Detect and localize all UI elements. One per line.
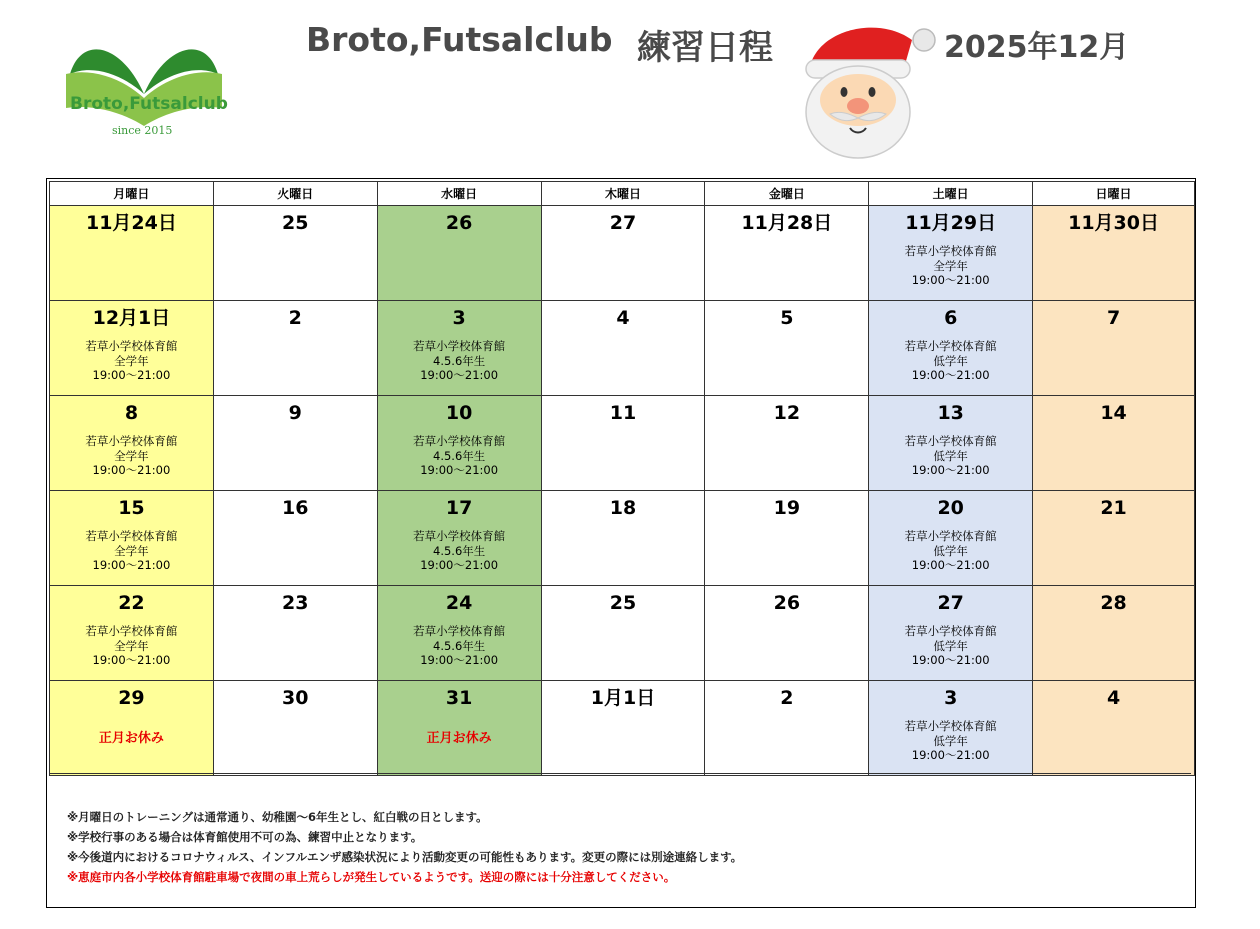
day-number: 19 (773, 497, 801, 519)
day-number: 5 (780, 307, 794, 329)
holiday-label: 正月お休み (426, 731, 492, 746)
day-number: 11月28日 (741, 212, 833, 234)
schedule-title: 練習日程 (637, 28, 773, 68)
day-cell (377, 681, 541, 776)
weekday-header: 月曜日 (50, 182, 214, 206)
day-cell (213, 491, 377, 586)
day-cell (541, 586, 705, 681)
logo-since: since 2015 (112, 124, 173, 137)
practice-grade: 全学年 (114, 543, 149, 558)
practice-venue: 若草小学校体育館 (85, 339, 178, 353)
notes-section (49, 773, 1191, 903)
day-number: 11月30日 (1068, 212, 1159, 234)
practice-time: 19:00～21:00 (911, 368, 990, 382)
practice-grade: 低学年 (933, 638, 968, 653)
day-cell (705, 396, 869, 491)
day-cell (377, 586, 541, 681)
day-cell (377, 491, 541, 586)
week-row (50, 301, 1195, 396)
practice-time: 19:00～21:00 (911, 273, 990, 287)
day-number: 25 (282, 212, 309, 234)
day-number: 11月29日 (905, 212, 997, 234)
practice-time: 19:00～21:00 (92, 368, 171, 382)
practice-grade: 全学年 (114, 448, 149, 463)
weekday-header: 日曜日 (1033, 182, 1195, 206)
day-number: 22 (118, 592, 145, 614)
practice-time: 19:00～21:00 (92, 653, 171, 667)
day-cell (869, 301, 1033, 396)
practice-time: 19:00～21:00 (420, 653, 499, 667)
practice-venue: 若草小学校体育館 (85, 624, 178, 638)
day-cell (541, 491, 705, 586)
week-row (50, 206, 1195, 301)
practice-venue: 若草小学校体育館 (904, 624, 997, 638)
day-cell (869, 206, 1033, 301)
club-name: Broto,Futsalclub (306, 20, 613, 59)
weekday-header: 水曜日 (377, 182, 541, 206)
day-cell (705, 206, 869, 301)
day-number: 10 (445, 402, 473, 424)
day-number: 4 (616, 307, 630, 329)
weekday-header: 金曜日 (705, 182, 869, 206)
day-number: 1月1日 (590, 687, 656, 709)
day-number: 24 (445, 592, 473, 614)
day-number: 27 (937, 592, 964, 614)
day-number: 12 (773, 402, 801, 424)
week-row (50, 396, 1195, 491)
day-cell (377, 396, 541, 491)
weekday-header-row (50, 182, 1195, 206)
day-cell (213, 301, 377, 396)
day-cell (377, 301, 541, 396)
calendar (46, 178, 1196, 908)
day-cell (541, 301, 705, 396)
day-cell (1033, 491, 1195, 586)
practice-venue: 若草小学校体育館 (413, 624, 506, 638)
practice-grade: 4.5.6年生 (433, 543, 486, 558)
practice-grade: 低学年 (933, 353, 968, 368)
day-number: 12月1日 (92, 307, 171, 329)
practice-venue: 若草小学校体育館 (904, 719, 997, 733)
day-number: 23 (282, 592, 309, 614)
practice-time: 19:00～21:00 (911, 558, 990, 572)
practice-grade: 全学年 (114, 638, 149, 653)
day-number: 11月24日 (85, 212, 177, 234)
schedule-month: 2025年12月 (944, 30, 1130, 65)
day-number: 15 (118, 497, 145, 519)
day-cell (50, 206, 214, 301)
day-number: 11 (609, 402, 637, 424)
day-cell (705, 491, 869, 586)
day-number: 29 (118, 687, 145, 709)
day-cell (541, 396, 705, 491)
santa-icon (800, 18, 940, 160)
day-number: 9 (288, 402, 302, 424)
practice-venue: 若草小学校体育館 (904, 529, 997, 543)
day-number: 25 (609, 592, 637, 614)
day-number: 7 (1106, 307, 1121, 329)
day-cell (1033, 206, 1195, 301)
weekday-header: 火曜日 (213, 182, 377, 206)
note-line: ※学校行事のある場合は体育館使用不可の為、練習中止となります。 (67, 830, 423, 844)
practice-grade: 低学年 (933, 733, 968, 748)
day-number: 6 (944, 307, 958, 329)
practice-time: 19:00～21:00 (420, 463, 499, 477)
practice-venue: 若草小学校体育館 (904, 244, 997, 258)
day-number: 18 (609, 497, 637, 519)
practice-grade: 4.5.6年生 (433, 638, 486, 653)
practice-venue: 若草小学校体育館 (904, 339, 997, 353)
day-cell (705, 301, 869, 396)
day-cell (50, 491, 214, 586)
day-number: 28 (1100, 592, 1127, 614)
day-number: 13 (937, 402, 964, 424)
practice-time: 19:00～21:00 (911, 463, 990, 477)
day-cell (705, 681, 869, 776)
practice-grade: 4.5.6年生 (433, 448, 486, 463)
day-cell (213, 206, 377, 301)
practice-time: 19:00～21:00 (92, 463, 171, 477)
practice-grade: 全学年 (933, 258, 968, 273)
day-cell (50, 301, 214, 396)
week-row (50, 586, 1195, 681)
practice-grade: 全学年 (114, 353, 149, 368)
day-cell (541, 206, 705, 301)
day-number: 21 (1100, 497, 1127, 519)
day-number: 8 (124, 402, 139, 424)
week-row (50, 491, 1195, 586)
day-number: 16 (282, 497, 309, 519)
day-cell (1033, 586, 1195, 681)
day-number: 2 (288, 307, 302, 329)
practice-venue: 若草小学校体育館 (85, 529, 178, 543)
day-cell (213, 396, 377, 491)
practice-grade: 低学年 (933, 448, 968, 463)
day-number: 26 (445, 212, 473, 234)
practice-grade: 低学年 (933, 543, 968, 558)
practice-venue: 若草小学校体育館 (904, 434, 997, 448)
day-number: 4 (1106, 687, 1121, 709)
day-number: 3 (452, 307, 466, 329)
day-cell (1033, 396, 1195, 491)
day-number: 30 (282, 687, 309, 709)
note-line: ※月曜日のトレーニングは通常通り、幼稚園～6年生とし、紅白戦の日とします。 (67, 810, 488, 824)
day-cell (869, 491, 1033, 586)
day-cell (50, 396, 214, 491)
practice-venue: 若草小学校体育館 (413, 529, 506, 543)
day-number: 31 (445, 687, 473, 709)
day-number: 26 (773, 592, 801, 614)
day-cell (213, 681, 377, 776)
day-cell (213, 586, 377, 681)
day-cell (50, 681, 214, 776)
practice-venue: 若草小学校体育館 (85, 434, 178, 448)
day-cell (1033, 301, 1195, 396)
logo-text: Broto,Futsalclub (70, 94, 228, 114)
day-cell (50, 586, 214, 681)
note-line: ※恵庭市内各小学校体育館駐車場で夜間の車上荒らしが発生しているようです。送迎の際には十分注意してください。 (67, 870, 676, 884)
day-cell (705, 586, 869, 681)
day-cell (541, 681, 705, 776)
practice-time: 19:00～21:00 (911, 653, 990, 667)
practice-venue: 若草小学校体育館 (413, 339, 506, 353)
weekday-header: 土曜日 (869, 182, 1033, 206)
weekday-header: 木曜日 (541, 182, 705, 206)
calendar-grid (49, 181, 1195, 776)
day-number: 17 (445, 497, 473, 519)
day-number: 27 (609, 212, 637, 234)
day-cell (377, 206, 541, 301)
note-line: ※今後道内におけるコロナウィルス、インフルエンザ感染状況により活動変更の可能性もあります。変更の際には別途連絡します。 (67, 850, 743, 864)
day-number: 20 (937, 497, 964, 519)
day-cell (869, 396, 1033, 491)
day-cell (1033, 681, 1195, 776)
week-row (50, 681, 1195, 776)
day-cell (869, 586, 1033, 681)
holiday-label: 正月お休み (98, 731, 164, 746)
practice-time: 19:00～21:00 (92, 558, 171, 572)
practice-time: 19:00～21:00 (911, 748, 990, 762)
day-number: 2 (780, 687, 794, 709)
day-cell (869, 681, 1033, 776)
practice-grade: 4.5.6年生 (433, 353, 486, 368)
practice-time: 19:00～21:00 (420, 368, 499, 382)
day-number: 3 (944, 687, 958, 709)
practice-time: 19:00～21:00 (420, 558, 499, 572)
day-number: 14 (1100, 402, 1127, 424)
practice-venue: 若草小学校体育館 (413, 434, 506, 448)
